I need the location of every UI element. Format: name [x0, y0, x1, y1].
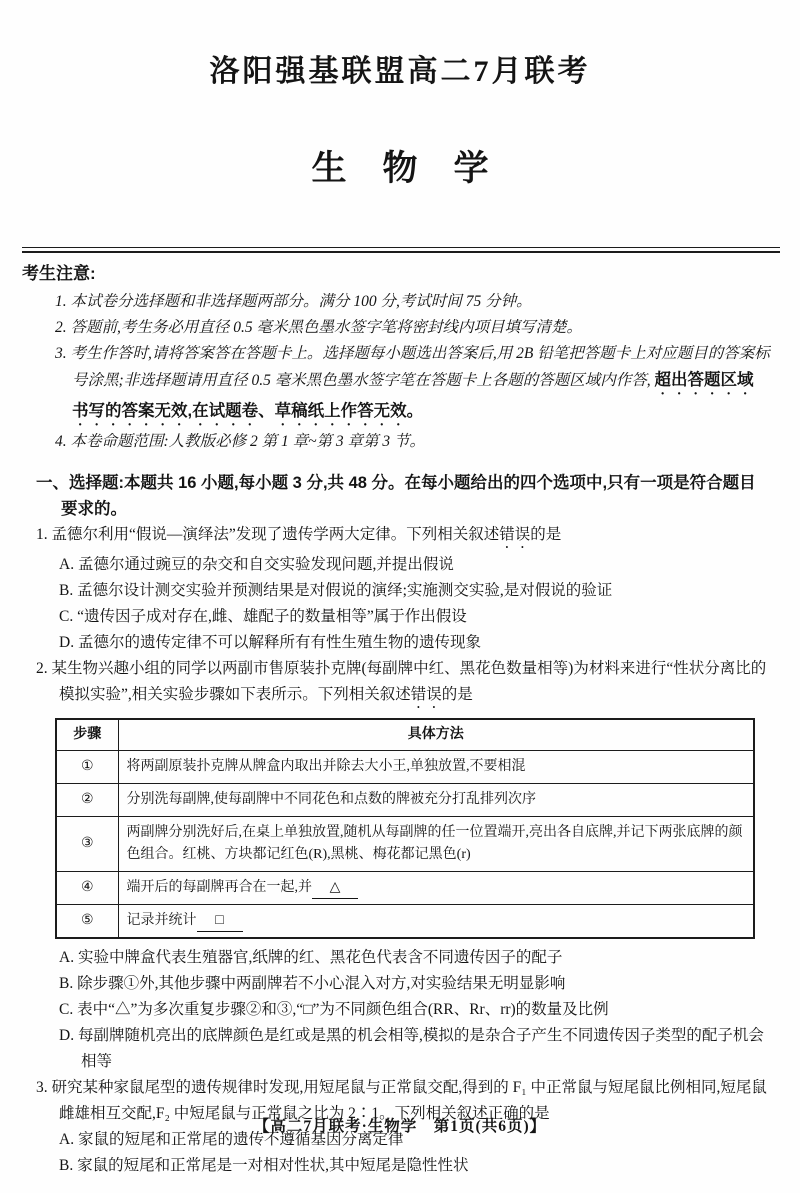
subject-title: 生物学	[311, 149, 525, 188]
option-label: B.	[59, 975, 74, 992]
option-label: C.	[59, 1001, 74, 1018]
notice-item	[36, 289, 770, 315]
option-label: A.	[59, 556, 75, 573]
table-row	[56, 751, 754, 784]
option-text: 家鼠的短尾和正常尾是一对相对性状,其中短尾是隐性性状	[77, 1157, 469, 1174]
notice-item	[36, 315, 770, 341]
notice-item-text: 本试卷分选择题和非选择题两部分。满分 100 分,考试时间 75 分钟。	[70, 293, 532, 310]
option-text: 表中“△”为多次重复步骤②和③,“□”为不同颜色组合(RR、Rr、rr)的数量及比例	[77, 1001, 609, 1018]
notice-heading: 考生注意:	[22, 264, 96, 283]
option-b	[59, 971, 770, 997]
option-text: 除步骤①外,其他步骤中两副牌若不小心混入对方,对实验结果无明显影响	[77, 975, 566, 992]
notice-item-number: 2.	[55, 319, 67, 336]
option-a	[59, 945, 770, 971]
option-label: A.	[59, 949, 75, 966]
option-c	[59, 604, 770, 630]
question-number: 3.	[36, 1079, 48, 1096]
table-header-row	[56, 719, 754, 751]
step-cell: ③	[56, 817, 118, 872]
table-row	[56, 784, 754, 817]
method-cell	[118, 872, 754, 905]
notice-item-text: 答题前,考生务必用直径 0.5 毫米黑色墨水签字笔将密封线内项目填写清楚。	[70, 319, 583, 336]
option-a	[59, 552, 770, 578]
option-label: B.	[59, 582, 74, 599]
stem-text: 研究某种家鼠尾型的遗传规律时发现,用短尾鼠与正常鼠交配,得到的 F₁ 中正常鼠与短尾鼠比例相同,短尾鼠雌雄相互交配,F₂ 中短尾鼠与正常鼠之比为 2∶1。下列相关叙述正确的是	[51, 1079, 767, 1122]
stem-text: 的是	[530, 526, 562, 543]
method-cell: 两副牌分别洗好后,在桌上单独放置,随机从每副牌的任一位置端开,亮出各自底牌,并记下两张底牌的颜色组合。红桃、方块都记红色(R),黑桃、梅花都记黑色(r)	[118, 817, 754, 872]
stem-text: 孟德尔利用“假说—演绎法”发现了遗传学两大定律。下列相关叙述	[51, 526, 500, 543]
notice-item-emphasis: 超出答题区域书写的答案无效,在试题卷、草稿纸上作答无效。	[72, 371, 754, 420]
option-text: 孟德尔的遗传定律不可以解释所有有性生殖生物的遗传现象	[77, 634, 481, 651]
option-text: 每副牌随机亮出的底牌颜色是红或是黑的机会相等,模拟的是杂合子产生不同遗传因子类型的配子机会相等	[77, 1027, 764, 1070]
stem-text: 某生物兴趣小组的同学以两副市售原装扑克牌(每副牌中红、黑花色数量相等)为材料来进行“性状分离比的模拟实验”,相关实验步骤如下表所示。下列相关叙述	[51, 660, 767, 703]
fill-blank-square: □	[197, 913, 243, 932]
option-label: B.	[59, 1157, 74, 1174]
option-d	[59, 1023, 770, 1075]
option-text: “遗传因子成对存在,雌、雄配子的数量相等”属于作出假设	[77, 608, 467, 625]
notice-item-number: 4.	[55, 433, 67, 450]
step-cell: ①	[56, 751, 118, 784]
method-text: 端开后的每副牌再合在一起,并	[126, 880, 312, 895]
header-step: 步骤	[56, 719, 118, 751]
table-row	[56, 817, 754, 872]
experiment-steps-table	[55, 718, 755, 939]
table-row	[56, 905, 754, 939]
exam-title: 洛阳强基联盟高二7月联考	[209, 55, 591, 88]
page-content	[0, 253, 800, 1179]
notice-item-text: 考生作答时,请将答案答在答题卡上。选择题每小题选出答案后,用 2B 铅笔把答题卡上对应题目的答案标号涂黑;非选择题请用直径 0.5 毫米黑色墨水签字笔在答题卡上各题的答题区域内作答,	[70, 345, 770, 389]
question-2	[36, 656, 770, 1075]
notice-item	[36, 341, 770, 429]
page-footer: 【高二7月联考·生物学 第1页(共6页)】	[253, 1118, 547, 1135]
question-stem	[36, 522, 770, 552]
option-label: C.	[59, 608, 74, 625]
option-b	[59, 578, 770, 604]
option-c	[59, 997, 770, 1023]
table-row	[56, 872, 754, 905]
question-number: 2.	[36, 660, 48, 677]
option-b	[59, 1153, 770, 1179]
option-text: 孟德尔通过豌豆的杂交和自交实验发现问题,并提出假说	[77, 556, 454, 573]
notice-item-number: 3.	[55, 345, 67, 362]
notice-item-number: 1.	[55, 293, 67, 310]
stem-emphasis: 错误	[499, 526, 531, 543]
step-cell: ②	[56, 784, 118, 817]
method-cell	[118, 905, 754, 939]
option-d	[59, 630, 770, 656]
option-text: 家鼠的短尾和正常尾的遗传不遵循基因分离定律	[77, 1131, 404, 1148]
section-heading: 一、选择题:本题共 16 小题,每小题 3 分,共 48 分。在每小题给出的四个选项中,只有一项是符合题目要求的。	[36, 474, 756, 518]
header-method: 具体方法	[118, 719, 754, 751]
method-text: 记录并统计	[126, 913, 197, 928]
stem-emphasis: 错误	[410, 686, 442, 703]
question-stem	[36, 656, 770, 712]
option-label: D.	[59, 1027, 75, 1044]
stem-text: 的是	[441, 686, 473, 703]
method-cell: 将两副原装扑克牌从牌盒内取出并除去大小王,单独放置,不要相混	[118, 751, 754, 784]
option-label: A.	[59, 1131, 75, 1148]
options-list	[36, 552, 770, 656]
notice-item	[36, 429, 770, 455]
question-1	[36, 522, 770, 656]
options-list	[36, 945, 770, 1075]
option-text: 孟德尔设计测交实验并预测结果是对假说的演绎;实施测交实验,是对假说的验证	[77, 582, 613, 599]
option-label: D.	[59, 634, 75, 651]
option-text: 实验中牌盒代表生殖器官,纸牌的红、黑花色代表含不同遗传因子的配子	[77, 949, 563, 966]
step-cell: ⑤	[56, 905, 118, 939]
fill-blank-triangle: △	[312, 880, 358, 899]
notice-item-text: 本卷命题范围:人教版必修 2 第 1 章~第 3 章第 3 节。	[70, 433, 426, 450]
question-number: 1.	[36, 526, 48, 543]
step-cell: ④	[56, 872, 118, 905]
method-cell: 分别洗每副牌,使每副牌中不同花色和点数的牌被充分打乱排列次序	[118, 784, 754, 817]
